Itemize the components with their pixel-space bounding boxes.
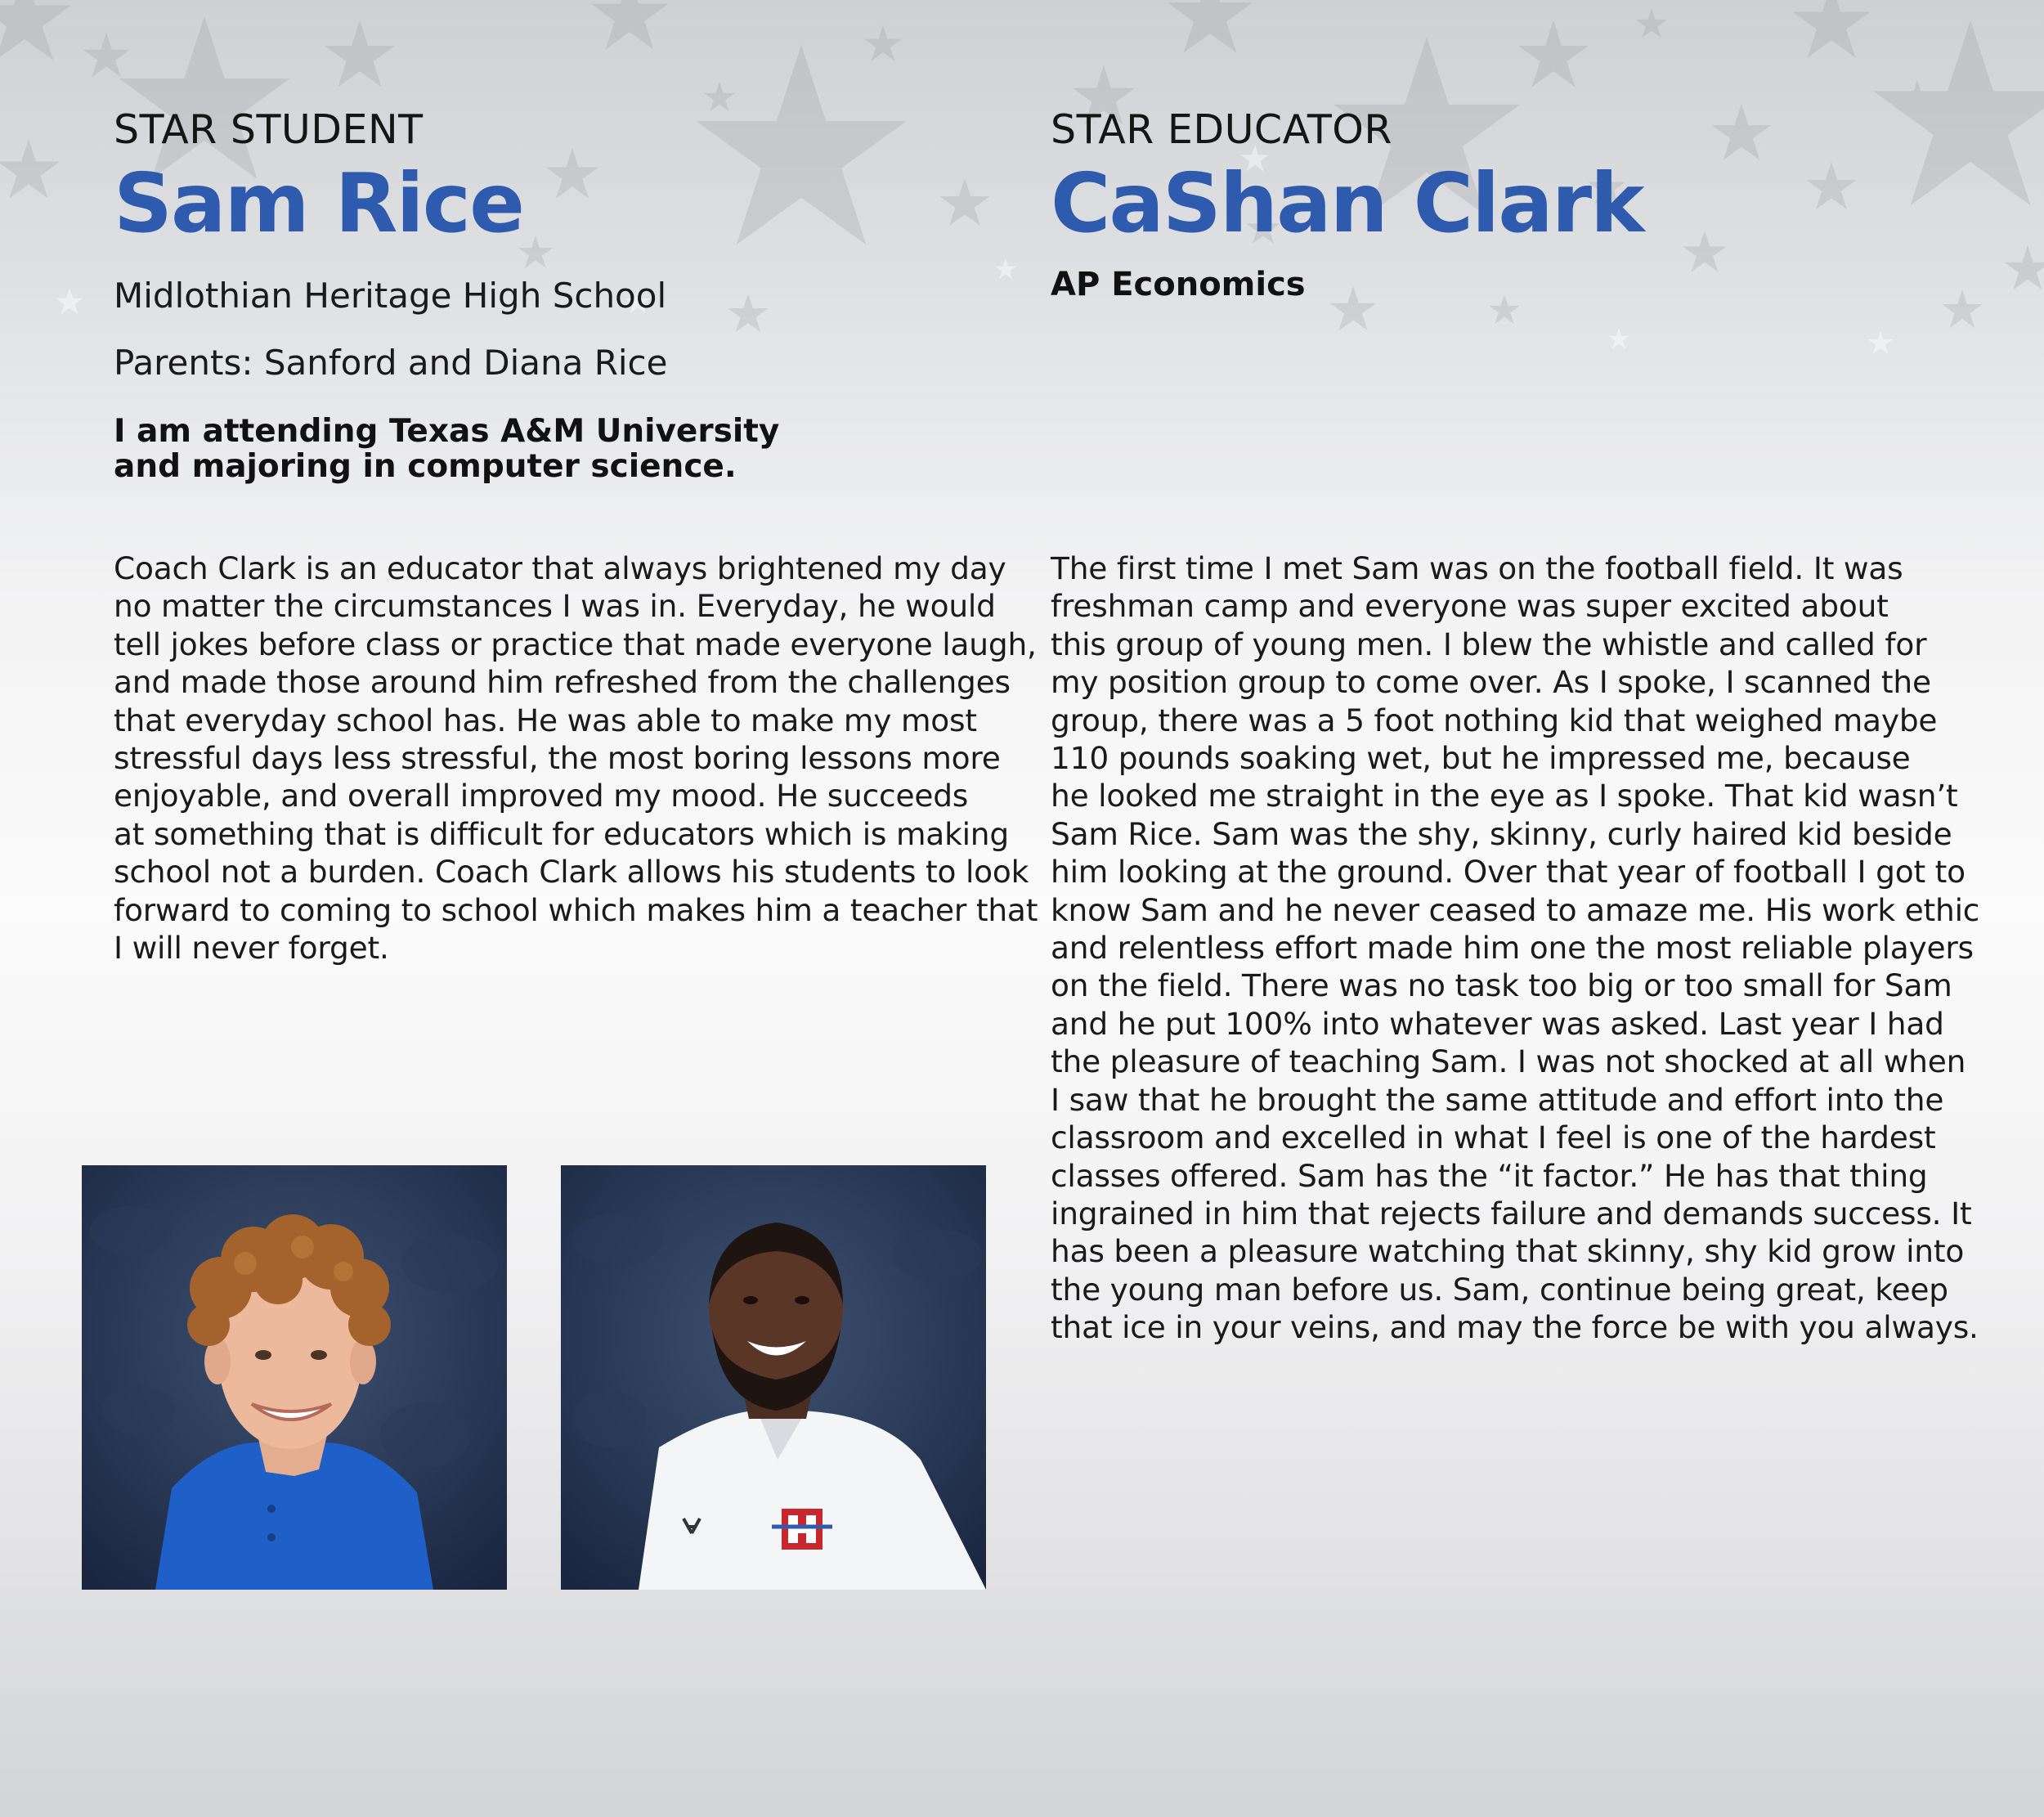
- student-essay: [114, 550, 1038, 967]
- educator-essay-line: on the field. There was no task too big or too small for Sam: [1051, 967, 1952, 1004]
- educator-essay-line: and he put 100% into whatever was asked. Last year I had: [1051, 1005, 1944, 1042]
- educator-essay: [1051, 550, 1980, 1347]
- educator-essay-line: I saw that he brought the same attitude and effort into the: [1051, 1081, 1944, 1118]
- student-portrait-illustration: [82, 1165, 507, 1590]
- educator-essay-line: know Sam and he never ceased to amaze me. His work ethic: [1051, 891, 1980, 928]
- educator-subject: AP Economics: [1051, 265, 1306, 303]
- student-essay-line: enjoyable, and overall improved my mood. He succeeds: [114, 778, 969, 814]
- student-essay-line: at something that is difficult for educators which is making: [114, 815, 1009, 852]
- student-essay-line: tell jokes before class or practice that made everyone laugh,: [114, 626, 1037, 662]
- student-essay-line: I will never forget.: [114, 930, 389, 967]
- student-essay-line: stressful days less stressful, the most boring lessons more: [114, 740, 1001, 777]
- educator-essay-line: and relentless effort made him one the most reliable players: [1051, 930, 1974, 967]
- student-essay-line: forward to coming to school which makes him a teacher that: [114, 891, 1038, 928]
- educator-essay-line: this group of young men. I blew the whistle and called for: [1051, 626, 1927, 662]
- student-plans: I am attending Texas A&M University and majoring in computer science.: [114, 412, 780, 485]
- educator-portrait-illustration: [561, 1165, 986, 1590]
- educator-essay-line: freshman camp and everyone was super excited about: [1051, 588, 1889, 625]
- student-essay-line: and made those around him refreshed from the challenges: [114, 664, 1011, 701]
- educator-essay-line: The first time I met Sam was on the football field. It was: [1051, 550, 1903, 586]
- educator-essay-line: my position group to come over. As I spoke, I scanned the: [1051, 664, 1931, 701]
- student-essay-line: no matter the circumstances I was in. Everyday, he would: [114, 588, 996, 625]
- student-portrait-photo: [82, 1165, 507, 1590]
- student-kicker: STAR STUDENT: [114, 106, 424, 153]
- educator-portrait-photo: [561, 1165, 986, 1590]
- student-school: Midlothian Heritage High School: [114, 275, 667, 316]
- student-essay-line: Coach Clark is an educator that always brightened my day: [114, 550, 1006, 586]
- educator-essay-line: he looked me straight in the eye as I spoke. That kid wasn’t: [1051, 778, 1958, 814]
- educator-essay-line: 110 pounds soaking wet, but he impressed me, because: [1051, 740, 1911, 777]
- educator-column: [1051, 106, 1950, 301]
- educator-name: CaShan Clark: [1051, 155, 1643, 251]
- educator-essay-line: classroom and excelled in what I feel is one of the hardest: [1051, 1119, 1936, 1156]
- educator-essay-line: the young man before us. Sam, continue being great, keep: [1051, 1271, 1948, 1308]
- student-name: Sam Rice: [114, 155, 523, 251]
- student-column: [114, 106, 1005, 485]
- student-parents: Parents: Sanford and Diana Rice: [114, 342, 668, 383]
- educator-essay-line: that ice in your veins, and may the force be with you always.: [1051, 1309, 1979, 1346]
- educator-kicker: STAR EDUCATOR: [1051, 106, 1392, 153]
- educator-essay-line: classes offered. Sam has the “it factor.” He has that thing: [1051, 1157, 1928, 1194]
- educator-essay-line: the pleasure of teaching Sam. I was not shocked at all when: [1051, 1043, 1966, 1080]
- educator-essay-line: him looking at the ground. Over that year of football I got to: [1051, 854, 1966, 891]
- educator-essay-line: Sam Rice. Sam was the shy, skinny, curly haired kid beside: [1051, 815, 1952, 852]
- student-essay-line: that everyday school has. He was able to make my most: [114, 702, 977, 738]
- educator-essay-line: ingrained in him that rejects failure and demands success. It: [1051, 1195, 1972, 1232]
- student-essay-line: school not a burden. Coach Clark allows his students to look: [114, 854, 1029, 891]
- educator-essay-line: has been a pleasure watching that skinny, shy kid grow into: [1051, 1233, 1965, 1270]
- educator-essay-line: group, there was a 5 foot nothing kid that weighed maybe: [1051, 702, 1938, 738]
